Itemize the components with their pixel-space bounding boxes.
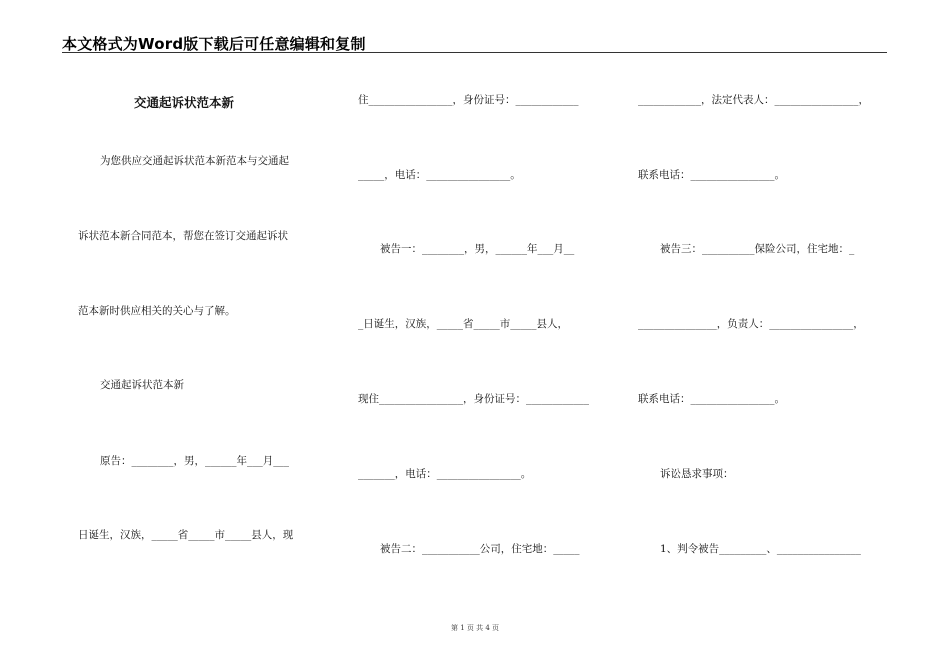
text-line: _______________，负责人：________________， xyxy=(638,318,864,330)
text-line: 现住________________，身份证号：____________ xyxy=(358,393,589,405)
text-line: 交通起诉状范本新 xyxy=(100,379,184,391)
text-line: 1、判令被告_________、________________ xyxy=(660,543,861,555)
text-line: 被告三：__________保险公司，住宅地：_ xyxy=(660,243,855,255)
text-line: _____，电话：________________。 xyxy=(358,169,521,181)
text-line: 被告二：___________公司，住宅地：_____ xyxy=(380,543,580,555)
text-line: 诉状范本新合同范本，帮您在签订交通起诉状 xyxy=(78,230,288,242)
text-line: 联系电话：________________。 xyxy=(638,393,785,405)
text-line: 原告：________，男，______年___月___ xyxy=(100,455,289,467)
text-line: 住________________，身份证号：____________ xyxy=(358,94,579,106)
column-1 xyxy=(78,0,328,672)
text-line: 为您供应交通起诉状范本新范本与交通起 xyxy=(100,155,289,167)
text-line: 联系电话：________________。 xyxy=(638,169,785,181)
document-title: 交通起诉状范本新 xyxy=(134,95,235,110)
column-3 xyxy=(638,0,888,672)
column-2 xyxy=(358,0,608,672)
download-banner: 本文格式为Word版下载后可任意编辑和复制 xyxy=(62,35,366,53)
text-line: 被告一：________，男，______年___月__ xyxy=(380,243,575,255)
text-line: _______，电话：________________。 xyxy=(358,468,532,480)
text-line: ____________，法定代表人：________________， xyxy=(638,94,869,106)
text-line: 日诞生，汉族，_____省_____市_____县人，现 xyxy=(78,529,294,541)
text-line: 诉讼恳求事项： xyxy=(660,468,734,480)
text-line: 范本新时供应相关的关心与了解。 xyxy=(78,305,236,317)
page-number: 第 1 页 共 4 页 xyxy=(450,624,500,632)
text-line: _日诞生，汉族，_____省_____市_____县人， xyxy=(358,318,568,330)
